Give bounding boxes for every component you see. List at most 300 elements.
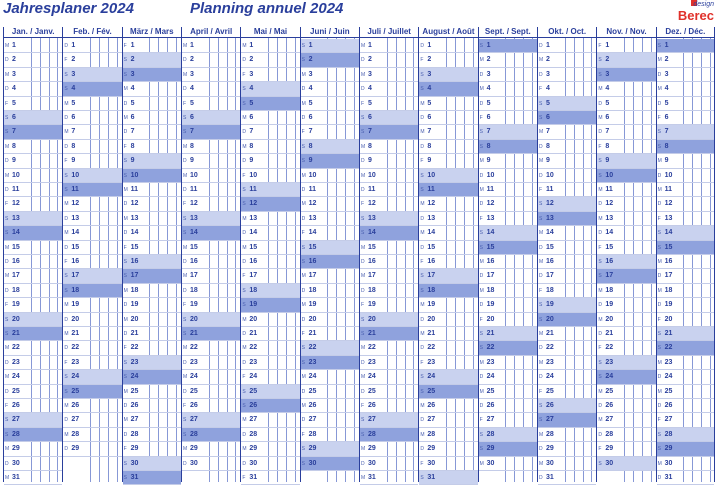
day-cell[interactable] xyxy=(597,241,655,255)
day-cell[interactable] xyxy=(419,212,477,226)
day-cell[interactable] xyxy=(479,269,537,283)
day-cell[interactable] xyxy=(301,413,359,427)
day-cell[interactable] xyxy=(360,341,418,355)
day-cell[interactable] xyxy=(538,183,596,197)
day-cell[interactable] xyxy=(419,241,477,255)
day-cell[interactable] xyxy=(241,140,299,154)
day-cell[interactable] xyxy=(360,241,418,255)
day-cell[interactable] xyxy=(538,197,596,211)
day-cell[interactable] xyxy=(479,313,537,327)
day-cell[interactable] xyxy=(301,298,359,312)
day-cell[interactable] xyxy=(538,125,596,139)
day-cell[interactable] xyxy=(597,313,655,327)
day-cell[interactable] xyxy=(479,125,537,139)
day-cell[interactable] xyxy=(301,442,359,456)
day-cell[interactable] xyxy=(182,39,240,53)
day-cell[interactable] xyxy=(4,169,62,183)
day-cell[interactable] xyxy=(538,313,596,327)
day-cell[interactable] xyxy=(479,385,537,399)
day-cell[interactable] xyxy=(419,298,477,312)
day-cell[interactable] xyxy=(479,241,537,255)
day-cell[interactable] xyxy=(182,154,240,168)
day-cell[interactable] xyxy=(538,111,596,125)
day-cell[interactable] xyxy=(182,212,240,226)
day-cell[interactable] xyxy=(538,82,596,96)
day-cell[interactable] xyxy=(241,399,299,413)
day-cell[interactable] xyxy=(182,82,240,96)
day-cell[interactable] xyxy=(123,97,181,111)
day-cell[interactable] xyxy=(597,255,655,269)
day-cell[interactable] xyxy=(123,125,181,139)
day-cell[interactable] xyxy=(479,413,537,427)
day-cell[interactable] xyxy=(241,457,299,471)
day-cell[interactable] xyxy=(182,385,240,399)
day-cell[interactable] xyxy=(241,327,299,341)
day-cell[interactable] xyxy=(182,457,240,471)
day-cell[interactable] xyxy=(4,241,62,255)
day-cell[interactable] xyxy=(63,298,121,312)
day-cell[interactable] xyxy=(597,341,655,355)
day-cell[interactable] xyxy=(479,370,537,384)
day-cell[interactable] xyxy=(657,370,714,384)
day-cell[interactable] xyxy=(597,169,655,183)
day-cell[interactable] xyxy=(63,197,121,211)
day-cell[interactable] xyxy=(657,68,714,82)
day-cell[interactable] xyxy=(301,370,359,384)
day-cell[interactable] xyxy=(657,39,714,53)
day-cell[interactable] xyxy=(4,428,62,442)
day-cell[interactable] xyxy=(479,327,537,341)
day-cell[interactable] xyxy=(597,97,655,111)
day-cell[interactable] xyxy=(419,125,477,139)
day-cell[interactable] xyxy=(4,457,62,471)
day-cell[interactable] xyxy=(657,327,714,341)
day-cell[interactable] xyxy=(479,284,537,298)
day-cell[interactable] xyxy=(419,154,477,168)
day-cell[interactable] xyxy=(479,154,537,168)
day-cell[interactable] xyxy=(123,140,181,154)
day-cell[interactable] xyxy=(63,97,121,111)
day-cell[interactable] xyxy=(4,82,62,96)
day-cell[interactable] xyxy=(479,82,537,96)
day-cell[interactable] xyxy=(419,356,477,370)
day-cell[interactable] xyxy=(657,413,714,427)
day-cell[interactable] xyxy=(63,284,121,298)
day-cell[interactable] xyxy=(4,269,62,283)
day-cell[interactable] xyxy=(479,212,537,226)
day-cell[interactable] xyxy=(301,169,359,183)
day-cell[interactable] xyxy=(538,169,596,183)
day-cell[interactable] xyxy=(182,327,240,341)
day-cell[interactable] xyxy=(241,111,299,125)
day-cell[interactable] xyxy=(4,226,62,240)
day-cell[interactable] xyxy=(360,226,418,240)
day-cell[interactable] xyxy=(4,442,62,456)
day-cell[interactable] xyxy=(63,356,121,370)
day-cell[interactable] xyxy=(63,341,121,355)
day-cell[interactable] xyxy=(657,399,714,413)
day-cell[interactable] xyxy=(241,154,299,168)
day-cell[interactable] xyxy=(241,442,299,456)
day-cell[interactable] xyxy=(63,53,121,67)
day-cell[interactable] xyxy=(4,97,62,111)
day-cell[interactable] xyxy=(538,385,596,399)
day-cell[interactable] xyxy=(4,356,62,370)
day-cell[interactable] xyxy=(479,140,537,154)
day-cell[interactable] xyxy=(182,298,240,312)
day-cell[interactable] xyxy=(182,313,240,327)
day-cell[interactable] xyxy=(597,197,655,211)
day-cell[interactable] xyxy=(301,82,359,96)
day-cell[interactable] xyxy=(182,413,240,427)
day-cell[interactable] xyxy=(538,140,596,154)
day-cell[interactable] xyxy=(301,356,359,370)
day-cell[interactable] xyxy=(63,82,121,96)
day-cell[interactable] xyxy=(241,413,299,427)
day-cell[interactable] xyxy=(479,356,537,370)
day-cell[interactable] xyxy=(360,183,418,197)
day-cell[interactable] xyxy=(123,39,181,53)
day-cell[interactable] xyxy=(63,111,121,125)
day-cell[interactable] xyxy=(657,125,714,139)
day-cell[interactable] xyxy=(241,255,299,269)
day-cell[interactable] xyxy=(63,154,121,168)
day-cell[interactable] xyxy=(597,82,655,96)
day-cell[interactable] xyxy=(597,39,655,53)
day-cell[interactable] xyxy=(479,169,537,183)
day-cell[interactable] xyxy=(241,82,299,96)
day-cell[interactable] xyxy=(597,284,655,298)
day-cell[interactable] xyxy=(182,284,240,298)
day-cell[interactable] xyxy=(597,140,655,154)
day-cell[interactable] xyxy=(597,298,655,312)
day-cell[interactable] xyxy=(241,226,299,240)
day-cell[interactable] xyxy=(538,442,596,456)
day-cell[interactable] xyxy=(4,370,62,384)
day-cell[interactable] xyxy=(4,125,62,139)
day-cell[interactable] xyxy=(657,97,714,111)
day-cell[interactable] xyxy=(597,413,655,427)
day-cell[interactable] xyxy=(123,269,181,283)
day-cell[interactable] xyxy=(4,255,62,269)
day-cell[interactable] xyxy=(419,97,477,111)
day-cell[interactable] xyxy=(63,442,121,456)
day-cell[interactable] xyxy=(301,255,359,269)
day-cell[interactable] xyxy=(301,197,359,211)
day-cell[interactable] xyxy=(301,341,359,355)
day-cell[interactable] xyxy=(419,413,477,427)
day-cell[interactable] xyxy=(479,183,537,197)
day-cell[interactable] xyxy=(419,169,477,183)
day-cell[interactable] xyxy=(657,183,714,197)
day-cell[interactable] xyxy=(597,269,655,283)
day-cell[interactable] xyxy=(657,140,714,154)
day-cell[interactable] xyxy=(123,169,181,183)
day-cell[interactable] xyxy=(241,313,299,327)
day-cell[interactable] xyxy=(301,183,359,197)
day-cell[interactable] xyxy=(301,385,359,399)
day-cell[interactable] xyxy=(182,125,240,139)
day-cell[interactable] xyxy=(4,313,62,327)
day-cell[interactable] xyxy=(63,255,121,269)
day-cell[interactable] xyxy=(360,284,418,298)
day-cell[interactable] xyxy=(657,53,714,67)
day-cell[interactable] xyxy=(419,428,477,442)
day-cell[interactable] xyxy=(123,53,181,67)
day-cell[interactable] xyxy=(419,53,477,67)
day-cell[interactable] xyxy=(123,313,181,327)
day-cell[interactable] xyxy=(4,327,62,341)
day-cell[interactable] xyxy=(419,313,477,327)
day-cell[interactable] xyxy=(479,341,537,355)
day-cell[interactable] xyxy=(597,53,655,67)
day-cell[interactable] xyxy=(479,442,537,456)
day-cell[interactable] xyxy=(4,298,62,312)
day-cell[interactable] xyxy=(182,226,240,240)
day-cell[interactable] xyxy=(538,356,596,370)
day-cell[interactable] xyxy=(538,399,596,413)
day-cell[interactable] xyxy=(538,284,596,298)
day-cell[interactable] xyxy=(301,97,359,111)
day-cell[interactable] xyxy=(479,399,537,413)
day-cell[interactable] xyxy=(657,356,714,370)
day-cell[interactable] xyxy=(241,183,299,197)
day-cell[interactable] xyxy=(360,212,418,226)
day-cell[interactable] xyxy=(241,269,299,283)
day-cell[interactable] xyxy=(241,39,299,53)
day-cell[interactable] xyxy=(4,53,62,67)
day-cell[interactable] xyxy=(123,298,181,312)
day-cell[interactable] xyxy=(597,457,655,471)
day-cell[interactable] xyxy=(182,97,240,111)
day-cell[interactable] xyxy=(538,413,596,427)
day-cell[interactable] xyxy=(360,413,418,427)
day-cell[interactable] xyxy=(4,68,62,82)
day-cell[interactable] xyxy=(241,197,299,211)
day-cell[interactable] xyxy=(657,111,714,125)
day-cell[interactable] xyxy=(63,241,121,255)
day-cell[interactable] xyxy=(360,442,418,456)
day-cell[interactable] xyxy=(419,327,477,341)
day-cell[interactable] xyxy=(4,341,62,355)
day-cell[interactable] xyxy=(597,125,655,139)
day-cell[interactable] xyxy=(63,226,121,240)
day-cell[interactable] xyxy=(301,68,359,82)
day-cell[interactable] xyxy=(4,154,62,168)
day-cell[interactable] xyxy=(360,370,418,384)
day-cell[interactable] xyxy=(360,97,418,111)
day-cell[interactable] xyxy=(657,82,714,96)
day-cell[interactable] xyxy=(538,428,596,442)
day-cell[interactable] xyxy=(657,212,714,226)
day-cell[interactable] xyxy=(479,111,537,125)
day-cell[interactable] xyxy=(597,68,655,82)
day-cell[interactable] xyxy=(301,226,359,240)
day-cell[interactable] xyxy=(123,327,181,341)
day-cell[interactable] xyxy=(301,399,359,413)
day-cell[interactable] xyxy=(360,298,418,312)
day-cell[interactable] xyxy=(419,341,477,355)
day-cell[interactable] xyxy=(182,241,240,255)
day-cell[interactable] xyxy=(301,53,359,67)
day-cell[interactable] xyxy=(419,269,477,283)
day-cell[interactable] xyxy=(360,356,418,370)
day-cell[interactable] xyxy=(182,370,240,384)
day-cell[interactable] xyxy=(538,327,596,341)
day-cell[interactable] xyxy=(479,197,537,211)
day-cell[interactable] xyxy=(241,385,299,399)
day-cell[interactable] xyxy=(241,284,299,298)
day-cell[interactable] xyxy=(479,68,537,82)
day-cell[interactable] xyxy=(123,457,181,471)
day-cell[interactable] xyxy=(419,197,477,211)
day-cell[interactable] xyxy=(182,183,240,197)
day-cell[interactable] xyxy=(479,39,537,53)
day-cell[interactable] xyxy=(301,111,359,125)
day-cell[interactable] xyxy=(360,111,418,125)
day-cell[interactable] xyxy=(538,226,596,240)
day-cell[interactable] xyxy=(419,399,477,413)
day-cell[interactable] xyxy=(241,341,299,355)
day-cell[interactable] xyxy=(182,111,240,125)
day-cell[interactable] xyxy=(123,413,181,427)
day-cell[interactable] xyxy=(4,111,62,125)
day-cell[interactable] xyxy=(301,313,359,327)
day-cell[interactable] xyxy=(360,399,418,413)
day-cell[interactable] xyxy=(479,97,537,111)
day-cell[interactable] xyxy=(241,169,299,183)
day-cell[interactable] xyxy=(657,269,714,283)
day-cell[interactable] xyxy=(123,183,181,197)
day-cell[interactable] xyxy=(360,53,418,67)
day-cell[interactable] xyxy=(63,39,121,53)
day-cell[interactable] xyxy=(419,111,477,125)
day-cell[interactable] xyxy=(182,356,240,370)
day-cell[interactable] xyxy=(182,140,240,154)
day-cell[interactable] xyxy=(597,356,655,370)
day-cell[interactable] xyxy=(538,457,596,471)
day-cell[interactable] xyxy=(657,241,714,255)
day-cell[interactable] xyxy=(241,241,299,255)
day-cell[interactable] xyxy=(123,82,181,96)
day-cell[interactable] xyxy=(657,442,714,456)
day-cell[interactable] xyxy=(657,298,714,312)
day-cell[interactable] xyxy=(419,442,477,456)
day-cell[interactable] xyxy=(360,385,418,399)
day-cell[interactable] xyxy=(4,39,62,53)
day-cell[interactable] xyxy=(360,457,418,471)
day-cell[interactable] xyxy=(538,241,596,255)
day-cell[interactable] xyxy=(597,111,655,125)
day-cell[interactable] xyxy=(657,385,714,399)
day-cell[interactable] xyxy=(538,255,596,269)
day-cell[interactable] xyxy=(597,226,655,240)
day-cell[interactable] xyxy=(63,413,121,427)
day-cell[interactable] xyxy=(182,255,240,269)
day-cell[interactable] xyxy=(538,370,596,384)
day-cell[interactable] xyxy=(241,428,299,442)
day-cell[interactable] xyxy=(360,327,418,341)
day-cell[interactable] xyxy=(123,356,181,370)
day-cell[interactable] xyxy=(182,341,240,355)
day-cell[interactable] xyxy=(301,428,359,442)
day-cell[interactable] xyxy=(63,212,121,226)
day-cell[interactable] xyxy=(657,428,714,442)
day-cell[interactable] xyxy=(123,385,181,399)
day-cell[interactable] xyxy=(301,39,359,53)
day-cell[interactable] xyxy=(657,169,714,183)
day-cell[interactable] xyxy=(360,313,418,327)
day-cell[interactable] xyxy=(123,68,181,82)
day-cell[interactable] xyxy=(182,269,240,283)
day-cell[interactable] xyxy=(538,212,596,226)
day-cell[interactable] xyxy=(301,327,359,341)
day-cell[interactable] xyxy=(419,457,477,471)
day-cell[interactable] xyxy=(597,183,655,197)
day-cell[interactable] xyxy=(479,53,537,67)
day-cell[interactable] xyxy=(597,442,655,456)
day-cell[interactable] xyxy=(538,269,596,283)
day-cell[interactable] xyxy=(597,370,655,384)
day-cell[interactable] xyxy=(123,154,181,168)
day-cell[interactable] xyxy=(123,370,181,384)
day-cell[interactable] xyxy=(4,385,62,399)
day-cell[interactable] xyxy=(657,457,714,471)
day-cell[interactable] xyxy=(4,197,62,211)
day-cell[interactable] xyxy=(597,154,655,168)
day-cell[interactable] xyxy=(419,68,477,82)
day-cell[interactable] xyxy=(123,428,181,442)
day-cell[interactable] xyxy=(419,183,477,197)
day-cell[interactable] xyxy=(597,399,655,413)
day-cell[interactable] xyxy=(4,140,62,154)
day-cell[interactable] xyxy=(182,68,240,82)
day-cell[interactable] xyxy=(123,255,181,269)
day-cell[interactable] xyxy=(538,53,596,67)
day-cell[interactable] xyxy=(419,82,477,96)
day-cell[interactable] xyxy=(123,111,181,125)
day-cell[interactable] xyxy=(538,298,596,312)
day-cell[interactable] xyxy=(597,385,655,399)
day-cell[interactable] xyxy=(419,39,477,53)
day-cell[interactable] xyxy=(63,385,121,399)
day-cell[interactable] xyxy=(360,82,418,96)
day-cell[interactable] xyxy=(419,284,477,298)
day-cell[interactable] xyxy=(63,370,121,384)
day-cell[interactable] xyxy=(360,255,418,269)
day-cell[interactable] xyxy=(182,442,240,456)
day-cell[interactable] xyxy=(241,298,299,312)
day-cell[interactable] xyxy=(657,255,714,269)
day-cell[interactable] xyxy=(63,313,121,327)
day-cell[interactable] xyxy=(301,212,359,226)
day-cell[interactable] xyxy=(301,284,359,298)
day-cell[interactable] xyxy=(63,125,121,139)
day-cell[interactable] xyxy=(360,140,418,154)
day-cell[interactable] xyxy=(479,428,537,442)
day-cell[interactable] xyxy=(182,399,240,413)
day-cell[interactable] xyxy=(597,327,655,341)
day-cell[interactable] xyxy=(301,269,359,283)
day-cell[interactable] xyxy=(182,169,240,183)
day-cell[interactable] xyxy=(123,212,181,226)
day-cell[interactable] xyxy=(597,428,655,442)
day-cell[interactable] xyxy=(241,53,299,67)
day-cell[interactable] xyxy=(360,154,418,168)
day-cell[interactable] xyxy=(657,284,714,298)
day-cell[interactable] xyxy=(479,457,537,471)
day-cell[interactable] xyxy=(123,284,181,298)
